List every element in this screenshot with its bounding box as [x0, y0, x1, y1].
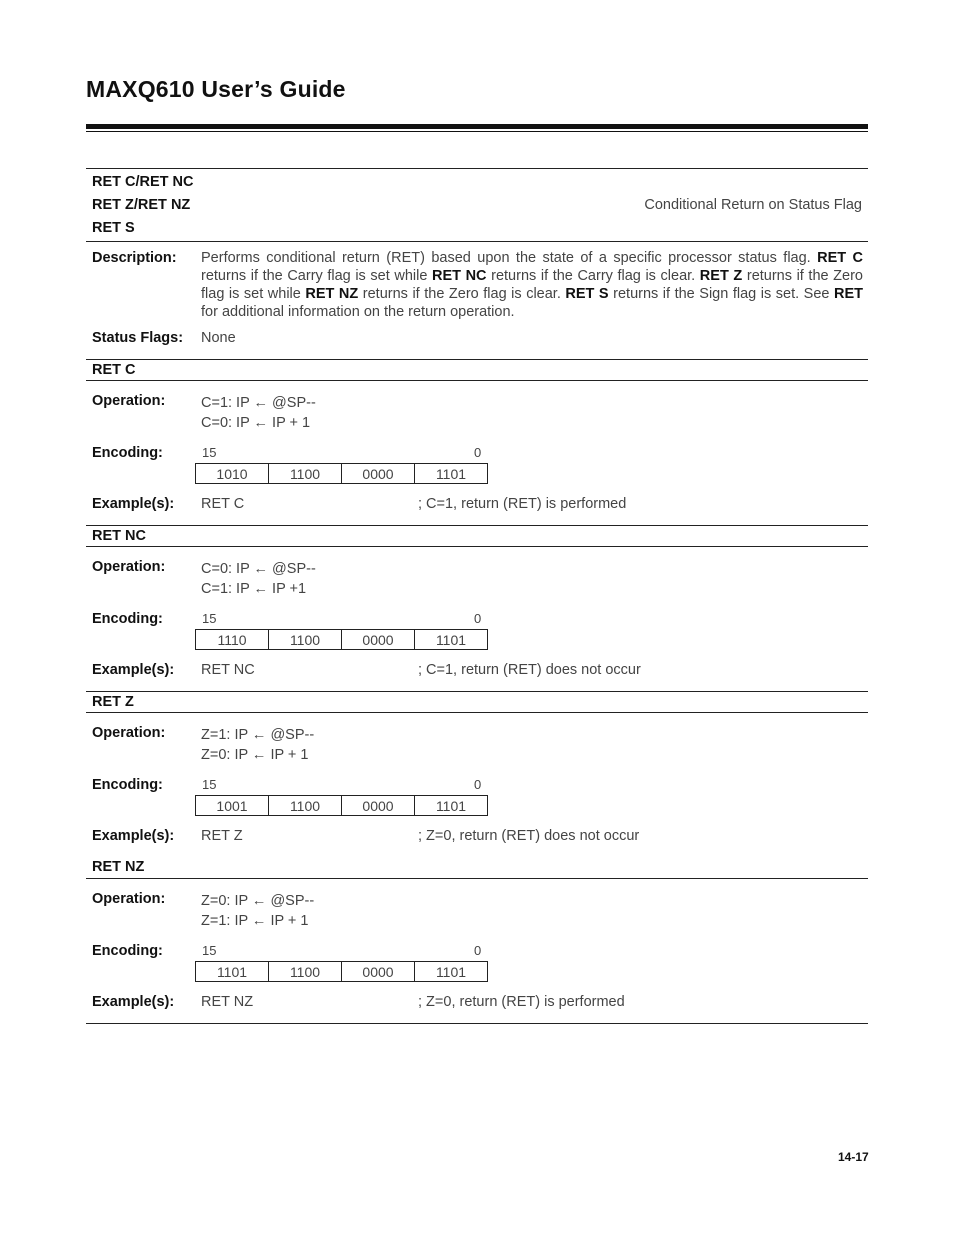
examples-label: Example(s): [92, 994, 175, 1010]
encoding-nibble: 0000 [342, 796, 415, 816]
example-comment: ; Z=0, return (RET) is performed [418, 994, 625, 1010]
bit-hi: 15 [202, 943, 217, 958]
bit-lo: 0 [474, 445, 482, 460]
encoding-table [195, 629, 488, 650]
bit-hi: 15 [202, 777, 217, 792]
encoding-table [195, 961, 488, 982]
operation-line: C=0: IP ← IP + 1 [201, 415, 311, 431]
encoding-table [195, 795, 488, 816]
section-title: RET NZ [92, 859, 145, 875]
header-rule-thick [86, 124, 868, 129]
operation-line: C=0: IP ← @SP-- [201, 561, 316, 577]
encoding-nibble: 1101 [415, 962, 488, 982]
encoding-nibble: 1100 [269, 796, 342, 816]
page-title: MAXQ610 User’s Guide [86, 76, 346, 102]
instr-name-1: RET C/RET NC [92, 174, 194, 190]
bit-lo: 0 [474, 777, 482, 792]
divider [86, 1023, 868, 1024]
divider [86, 525, 868, 526]
encoding-nibble: 1101 [196, 962, 269, 982]
examples-label: Example(s): [92, 496, 175, 512]
encoding-nibble: 1100 [269, 630, 342, 650]
encoding-nibble: 1101 [415, 464, 488, 484]
operation-line: Z=1: IP ← IP + 1 [201, 913, 309, 929]
page-number: 14-17 [838, 1150, 869, 1164]
instr-name-3: RET S [92, 220, 135, 236]
encoding-nibble: 1100 [269, 962, 342, 982]
encoding-nibble: 1010 [196, 464, 269, 484]
encoding-label: Encoding: [92, 777, 163, 793]
section-title: RET C [92, 362, 136, 378]
description-label: Description: [92, 250, 177, 266]
divider [86, 546, 868, 547]
encoding-nibble: 0000 [342, 962, 415, 982]
divider [86, 241, 868, 242]
examples-label: Example(s): [92, 662, 175, 678]
operation-line: Z=0: IP ← IP + 1 [201, 747, 309, 763]
encoding-nibble: 0000 [342, 464, 415, 484]
example-comment: ; C=1, return (RET) is performed [418, 496, 627, 512]
bit-lo: 0 [474, 611, 482, 626]
encoding-nibble: 1100 [269, 464, 342, 484]
examples-label: Example(s): [92, 828, 175, 844]
status-flags-value: None [201, 330, 236, 346]
encoding-nibble: 1101 [415, 630, 488, 650]
operation-label: Operation: [92, 891, 166, 907]
example-code: RET C [201, 496, 245, 512]
divider [86, 380, 868, 381]
operation-label: Operation: [92, 393, 166, 409]
instr-name-2: RET Z/RET NZ [92, 197, 191, 213]
example-comment: ; C=1, return (RET) does not occur [418, 662, 641, 678]
operation-line: Z=0: IP ← @SP-- [201, 893, 315, 909]
encoding-label: Encoding: [92, 445, 163, 461]
operation-line: C=1: IP ← IP +1 [201, 581, 307, 597]
example-code: RET NC [201, 662, 255, 678]
bit-hi: 15 [202, 611, 217, 626]
encoding-label: Encoding: [92, 943, 163, 959]
example-comment: ; Z=0, return (RET) does not occur [418, 828, 640, 844]
divider [86, 691, 868, 692]
encoding-nibble: 1101 [415, 796, 488, 816]
example-code: RET Z [201, 828, 243, 844]
divider [86, 878, 868, 879]
section-title: RET Z [92, 694, 134, 710]
operation-line: C=1: IP ← @SP-- [201, 395, 316, 411]
bit-hi: 15 [202, 445, 217, 460]
description-text: Performs conditional return (RET) based upon the state of a specific processor status flag. RET C returns if the Carry flag is set while RET NC returns if the Carry flag is clear. RET Z returns if the Zero flag is set while RET NZ returns if the Zero flag is clear. RET S returns if the Sign flag is set. See RET for additional information on the return operation. [201, 250, 863, 320]
bit-lo: 0 [474, 943, 482, 958]
status-flags-label: Status Flags: [92, 330, 184, 346]
example-code: RET NZ [201, 994, 254, 1010]
divider [86, 359, 868, 360]
divider [86, 712, 868, 713]
divider [86, 168, 868, 169]
encoding-nibble: 1110 [196, 630, 269, 650]
header-rule-thin [86, 131, 868, 132]
operation-label: Operation: [92, 559, 166, 575]
encoding-nibble: 1001 [196, 796, 269, 816]
instr-summary: Conditional Return on Status Flag [644, 197, 862, 213]
encoding-label: Encoding: [92, 611, 163, 627]
operation-label: Operation: [92, 725, 166, 741]
operation-line: Z=1: IP ← @SP-- [201, 727, 315, 743]
section-title: RET NC [92, 528, 146, 544]
encoding-nibble: 0000 [342, 630, 415, 650]
encoding-table [195, 463, 488, 484]
